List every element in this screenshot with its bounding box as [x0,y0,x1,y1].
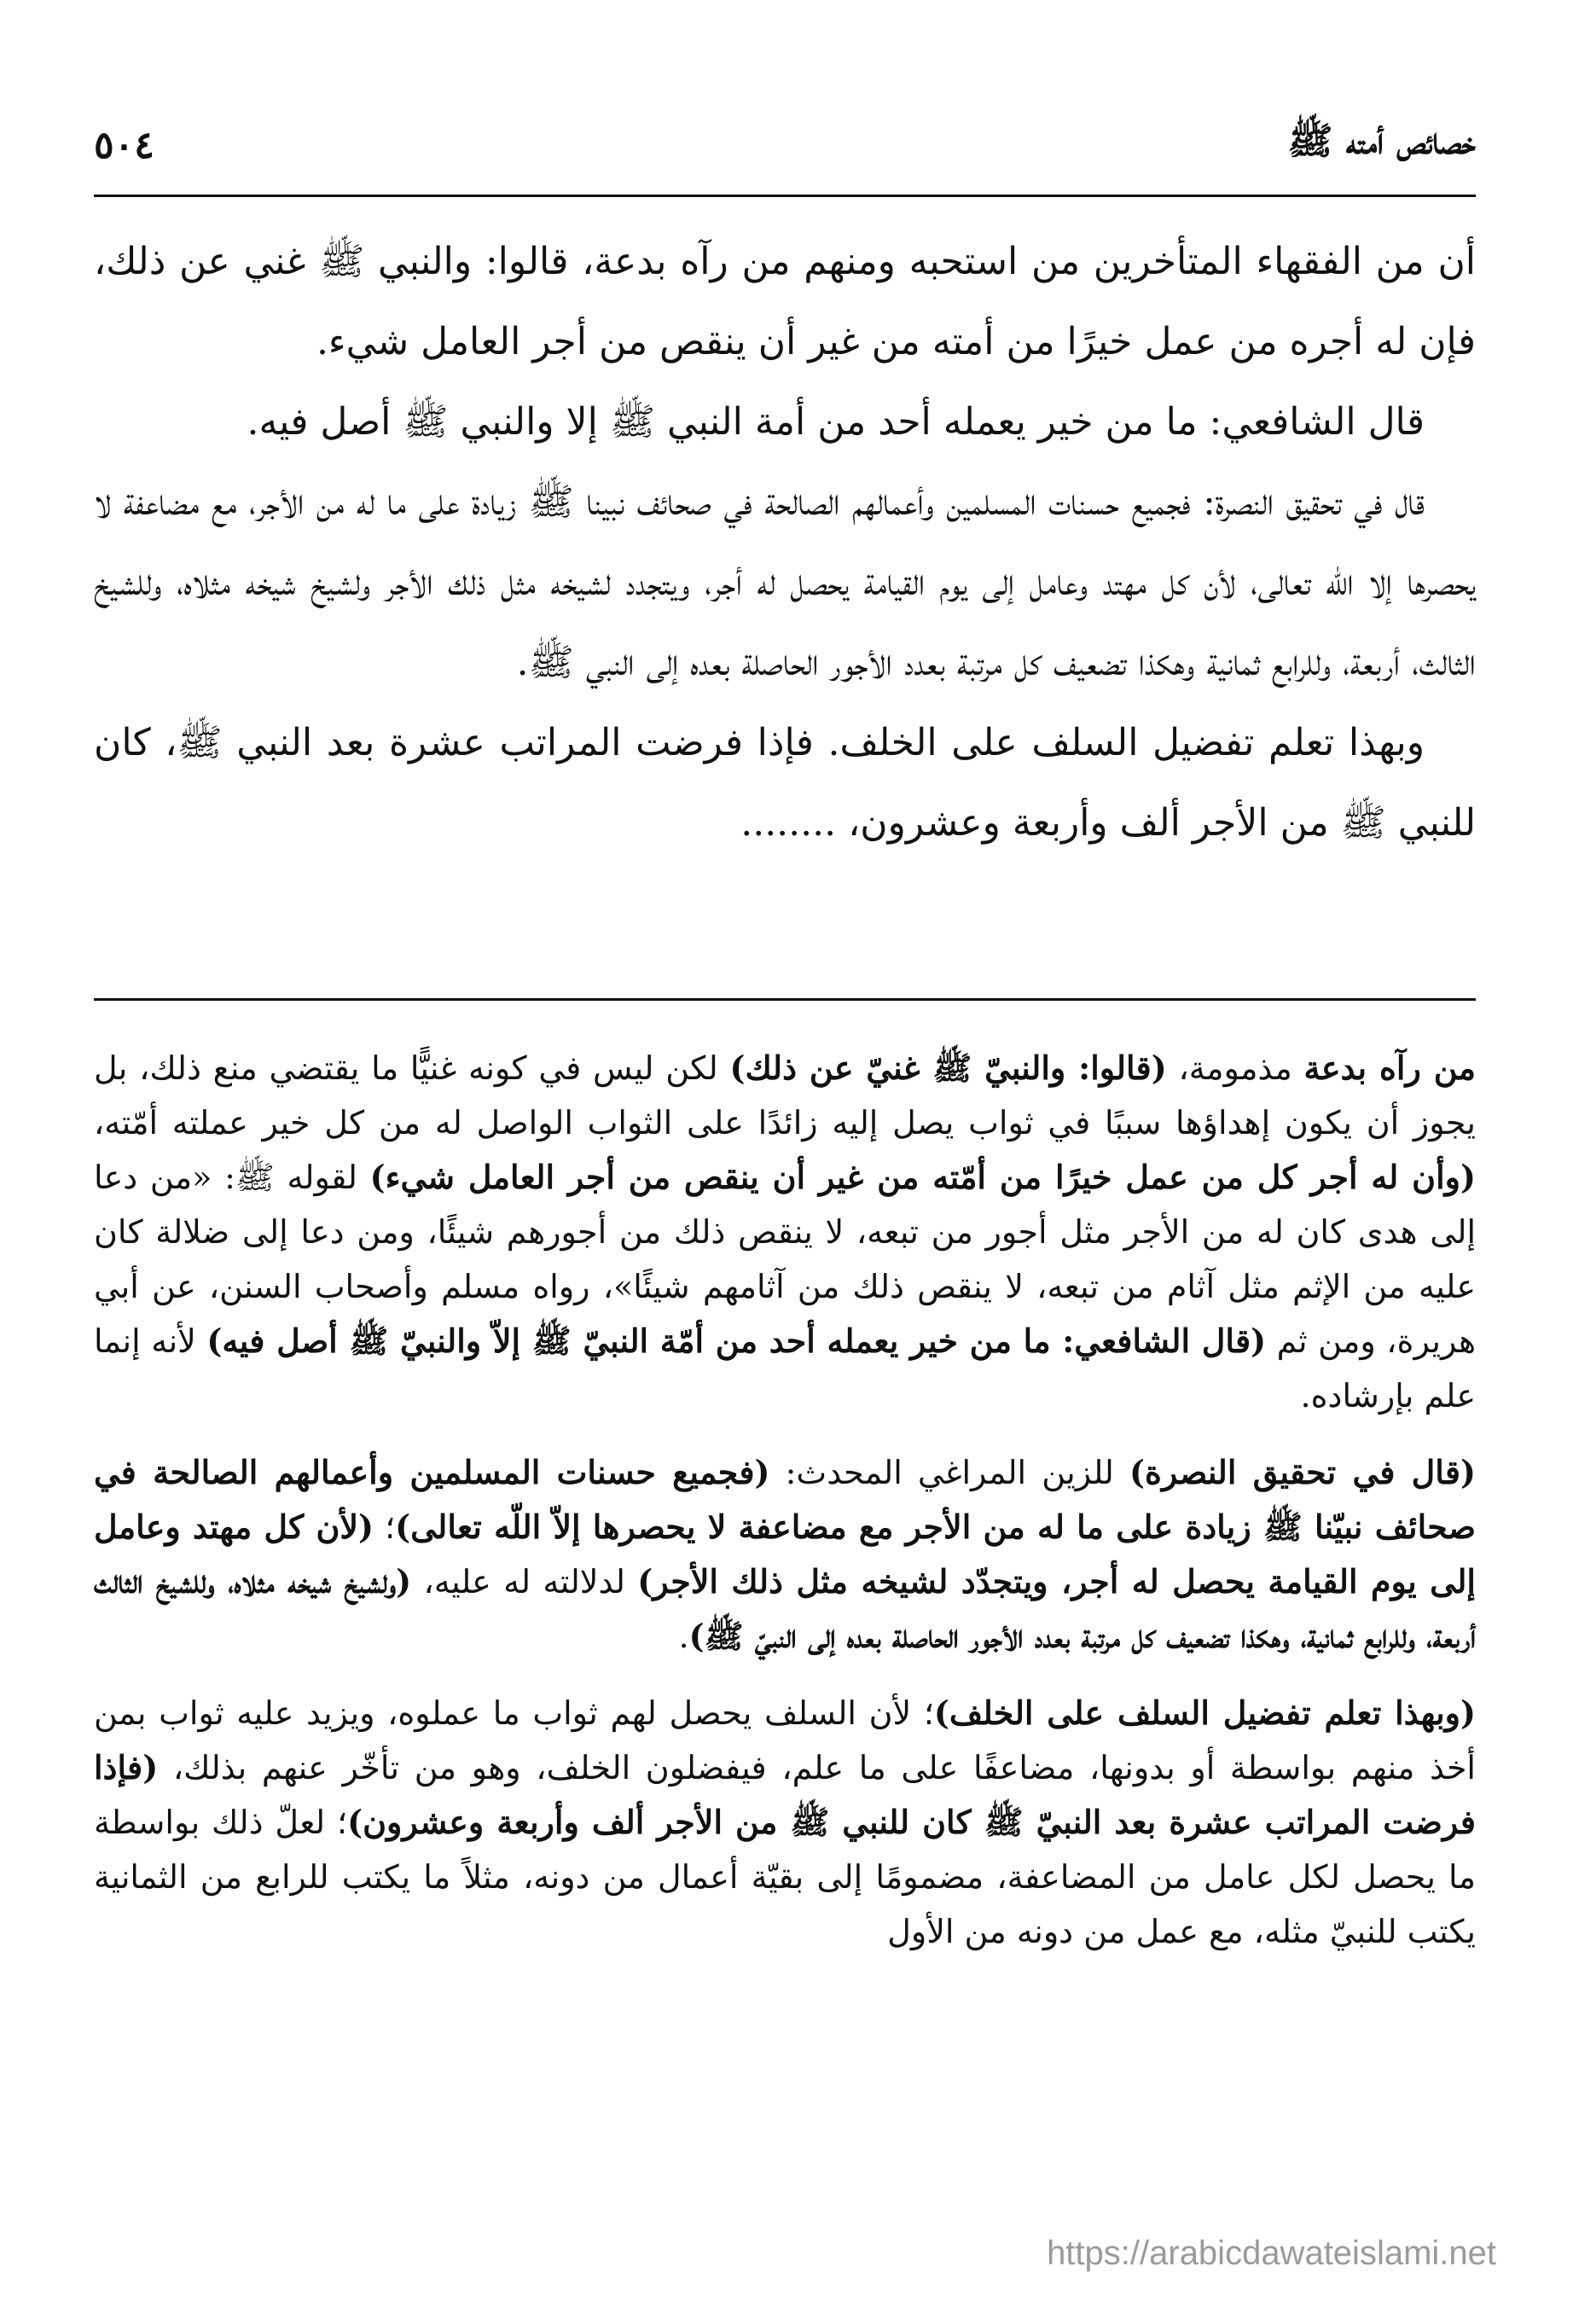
watermark-url: https://arabicdawateislami.net [1047,2234,1496,2272]
main-paragraph-2: قال الشافعي: ما من خير يعمله أحد من أمة النبي ﷺ إلا والنبي ﷺ أصل فيه. [247,400,1425,444]
commentary-paragraph-3 [94,1686,1476,1959]
section-divider [94,998,1476,1001]
commentary-gloss: للزين المراغي المحدث: [769,1454,1130,1491]
commentary-quote: (وبهذا تعلم تفضيل السلف على الخلف) [933,1694,1477,1732]
commentary-gloss: ؛ لعلّ ذلك بواسطة ما يحصل لكل عامل من المضاعفة، مضمومًا إلى بقيّة أعمال من دونه، مثلاً ما يكتب للرابع من الثمانية يكتب للنبيّ مثله، مع عمل من دونه من الأول [94,1804,1476,1950]
commentary-gloss: مذمومة، [1166,1049,1304,1087]
main-paragraph-3: قال في تحقيق النصرة: فجميع حسنات المسلمين وأعمالهم الصالحة في صحائف نبينا ﷺ زيادة على ما له من الأجر، مع مضاعفة لا يحصرها إلا الله تعالى، لأن كل مهتد وعامل إلى يوم القيامة يحصل له أجر، ويتجدد لشيخه مثل ذلك الأجر ولشيخ شيخه مثلاه، وللشيخ الثالث، أربعة، وللرابع ثمانية وهكذا تضعيف كل مرتبة بعدد الأجور الحاصلة بعده إلى النبي ﷺ. [94,480,1476,684]
book-page [94,94,1476,2244]
main-paragraph-4-text: وبهذا تعلم تفضيل السلف على الخلف. فإذا فرضت المراتب عشرة بعد النبي ﷺ، كان للنبي ﷺ من الأجر ألف وأربعة وعشرون، [94,721,1476,845]
main-text [94,222,1476,863]
commentary-gloss: لقوله ﷺ: «من دعا إلى هدى كان له من الأجر مثل أجور من تبعه، لا ينقص ذلك من أجورهم شيئًا، ومن دعا إلى ضلالة كان عليه من الإثم مثل آثام من تبعه، لا ينقص ذلك من آثامهم شيئًا»، رواه مسلم وأصحاب السنن، عن أبي هريرة، ومن ثم [94,1159,1476,1360]
commentary-quote: من رآه بدعة [1303,1049,1476,1087]
commentary-gloss: ؛ لأن السلف يحصل لهم ثواب ما عملوه، ويزيد عليه ثواب بمن أخذ منهم بواسطة أو بدونها، مضاعفًا على ما علم، فيفضلون الخلف، وهو من تأخّر عنهم بذلك، [94,1694,1476,1787]
commentary-paragraph-2 [94,1445,1476,1664]
commentary-paragraph-1 [94,1041,1476,1423]
running-title: خصائص أمته ﷺ [1287,119,1476,163]
commentary-quote: (قال الشافعي: ما من خير يعمله أحد من أمّة النبيّ ﷺ إلاّ والنبيّ ﷺ أصل فيه) [206,1322,1267,1360]
commentary-quote: (فإذا فرضت المراتب عشرة بعد النبيّ ﷺ كان للنبي ﷺ من الأجر ألف وأربعة وعشرون) [94,1748,1477,1841]
commentary-quote: (لأن كل مهتد وعامل إلى يوم القيامة يحصل له أجر، ويتجدّد لشيخه مثل ذلك الأجر) [94,1508,1476,1601]
commentary-gloss: لدلالته له عليه، [411,1563,638,1601]
commentary-gloss: ؛ [374,1508,396,1546]
commentary-quote: (قالوا: والنبيّ ﷺ غنيّ عن ذلك) [729,1049,1167,1087]
ellipsis-dots: ........ [740,801,837,845]
main-paragraph-1: أن من الفقهاء المتأخرين من استحبه ومنهم من رآه بدعة، قالوا: والنبي ﷺ غني عن ذلك، فإن له أجره من عمل خيرًا من أمته من غير أن ينقص من أجر العامل شيء. [94,240,1476,363]
commentary-text [94,1041,1476,1981]
main-paragraph-4 [94,703,1476,863]
page-header [94,111,1476,179]
commentary-quote: (وأن له أجر كل من عمل خيرًا من أمّته من غير أن ينقص من أجر العامل شيء) [369,1158,1476,1196]
commentary-quote: (قال في تحقيق النصرة) [1129,1453,1476,1491]
commentary-quote: (ولشيخ شيخه مثلاه، وللشيخ الثالث أربعة، وللرابع ثمانية، وهكذا تضعيف كل مرتبة بعدد الأجور الحاصلة بعده إلى النبيّ ﷺ) [94,1562,1476,1655]
commentary-gloss: لأنه إنما علم بإرشاده. [94,1322,1476,1415]
header-rule [94,195,1476,197]
commentary-quote: (فجميع حسنات المسلمين وأعمالهم الصالحة في صحائف نبيّنا ﷺ زيادة على ما له من الأجر مع مضاعفة لا يحصرها إلاّ اللّه تعالى) [94,1453,1476,1546]
page-number: ٥٠٤ [94,123,154,167]
commentary-gloss: لكن ليس في كونه غنيًّا ما يقتضي منع ذلك، بل يجوز أن يكون إهداؤها سببًا في ثواب يصل إليه زائدًا على الثواب الواصل له من كل خير عملته أمّته، [94,1049,1476,1142]
commentary-gloss: . [678,1618,689,1655]
